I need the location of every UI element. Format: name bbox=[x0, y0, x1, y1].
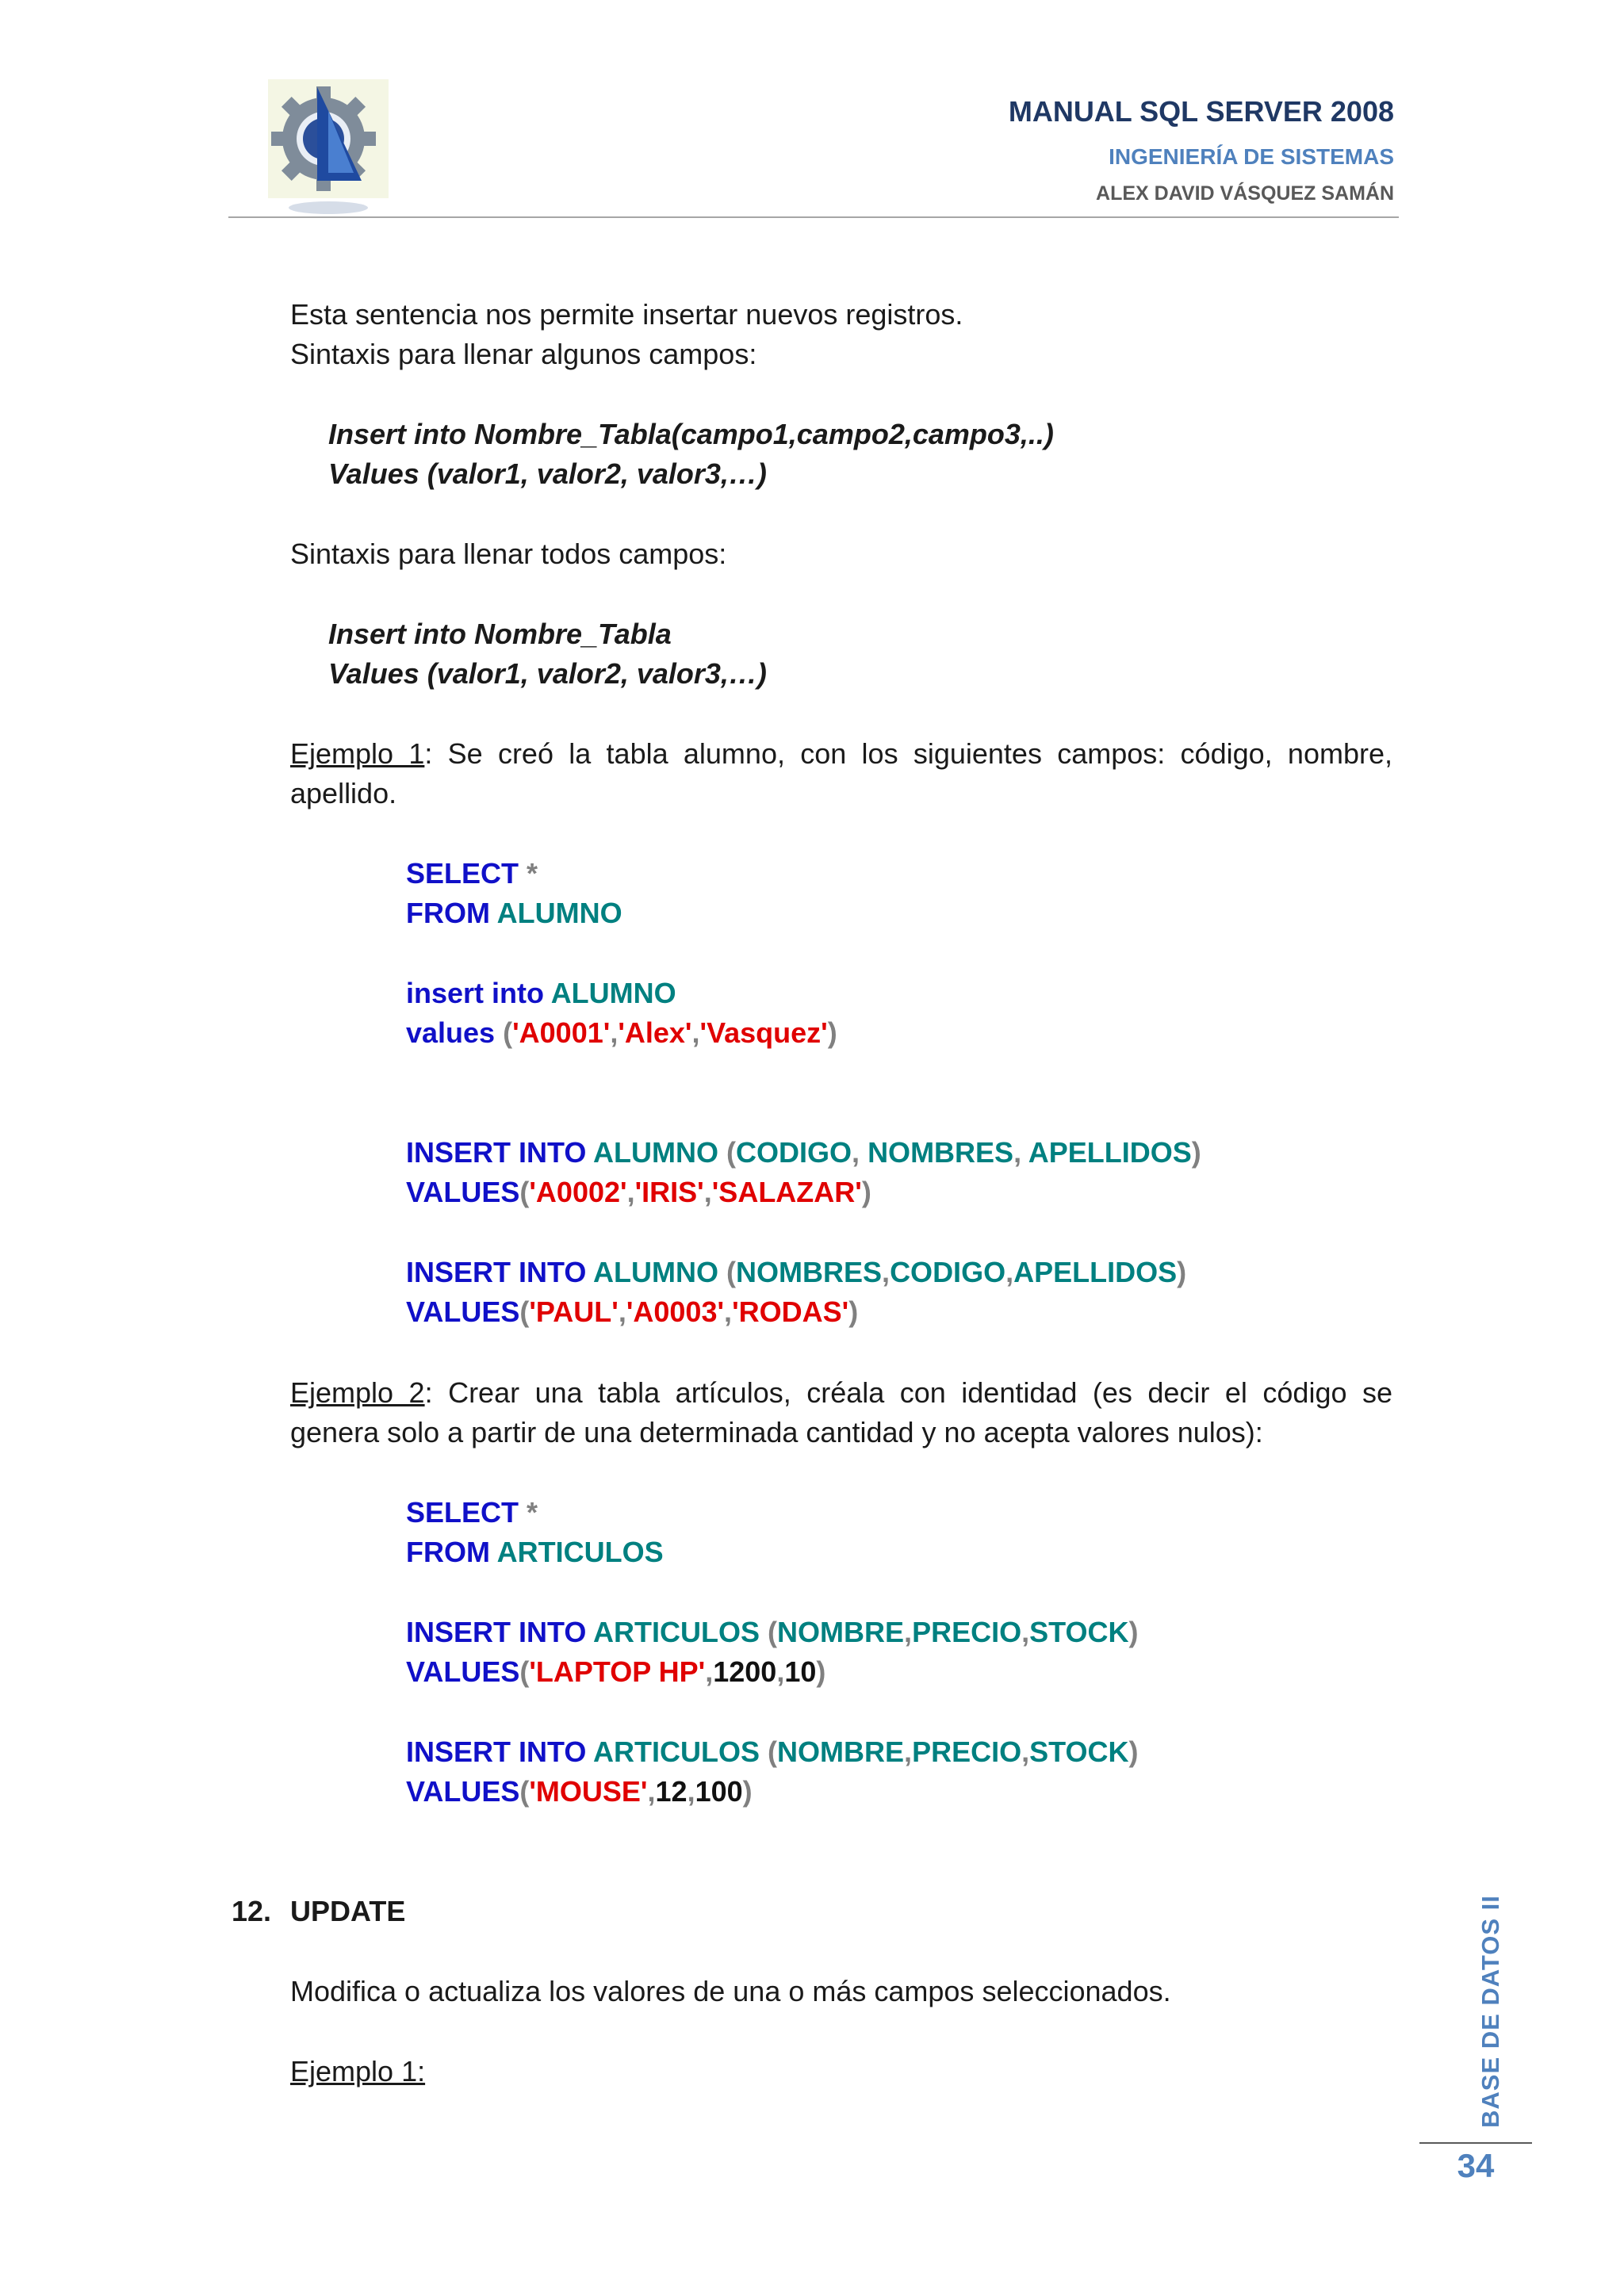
code-line bbox=[406, 977, 676, 1010]
code-identifier: ARTICULOS bbox=[593, 1616, 760, 1648]
code-line bbox=[406, 857, 538, 890]
code-keyword: SELECT bbox=[406, 857, 519, 890]
code-identifier: APELLIDOS bbox=[1013, 1256, 1178, 1288]
code-identifier: ALUMNO bbox=[593, 1136, 719, 1169]
code-line: VALUES('MOUSE',12,100) bbox=[406, 1775, 753, 1808]
code-identifier: ALUMNO bbox=[496, 897, 622, 929]
code-line: INSERT INTO ARTICULOS (NOMBRE,PRECIO,STOCK) bbox=[406, 1735, 1139, 1768]
example-3-label: Ejemplo 1: bbox=[290, 2055, 426, 2087]
code-line: INSERT INTO ALUMNO (NOMBRES,CODIGO,APELLIDOS) bbox=[406, 1256, 1187, 1288]
header-author: ALEX DAVID VÁSQUEZ SAMÁN bbox=[1096, 182, 1394, 205]
code-string: 'RODAS' bbox=[732, 1295, 849, 1328]
page-number: 34 bbox=[1457, 2147, 1495, 2184]
section-description: Modifica o actualiza los valores de una o más campos seleccionados. bbox=[290, 1975, 1171, 2007]
code-line: INSERT INTO ARTICULOS (NOMBRE,PRECIO,STOCK) bbox=[406, 1616, 1139, 1648]
footer-divider bbox=[1419, 2142, 1532, 2144]
code-identifier: NOMBRE bbox=[777, 1616, 905, 1648]
side-label: BASE DE DATOS II bbox=[1477, 1895, 1504, 2128]
syntax-all-line-2: Values (valor1, valor2, valor3,…) bbox=[328, 657, 767, 690]
code-line: VALUES('LAPTOP HP',1200,10) bbox=[406, 1655, 826, 1688]
code-identifier: NOMBRE bbox=[777, 1735, 905, 1768]
code-string: 'A0001' bbox=[512, 1016, 611, 1049]
code-number: 100 bbox=[695, 1775, 743, 1808]
code-keyword: VALUES bbox=[406, 1295, 520, 1328]
code-string: 'PAUL' bbox=[529, 1295, 619, 1328]
code-string: 'MOUSE' bbox=[529, 1775, 648, 1808]
syntax-some-label: Sintaxis para llenar algunos campos: bbox=[290, 338, 757, 370]
code-keyword: INSERT INTO bbox=[406, 1735, 587, 1768]
code-string: 'A0002' bbox=[529, 1176, 627, 1208]
code-line: VALUES('PAUL','A0003','RODAS') bbox=[406, 1295, 859, 1328]
code-string: 'LAPTOP HP' bbox=[529, 1655, 706, 1688]
code-number: 1200 bbox=[713, 1655, 777, 1688]
header-title: MANUAL SQL SERVER 2008 bbox=[1008, 95, 1394, 128]
code-keyword: SELECT bbox=[406, 1496, 519, 1529]
example-1-label: Ejemplo 1 bbox=[290, 737, 425, 770]
code-number: 10 bbox=[784, 1655, 817, 1688]
header-subtitle: INGENIERÍA DE SISTEMAS bbox=[1109, 144, 1394, 169]
code-string: 'Vasquez' bbox=[699, 1016, 828, 1049]
code-string: 'Alex' bbox=[618, 1016, 692, 1049]
syntax-all-line-1: Insert into Nombre_Tabla bbox=[328, 618, 672, 650]
code-identifier: PRECIO bbox=[912, 1616, 1022, 1648]
section-title: UPDATE bbox=[290, 1895, 406, 1927]
code-identifier: ALUMNO bbox=[550, 977, 676, 1009]
code-keyword: VALUES bbox=[406, 1775, 520, 1808]
code-line bbox=[406, 1496, 538, 1529]
code-keyword: VALUES bbox=[406, 1176, 520, 1208]
example-2-text: : Crear una tabla artículos, créala con identidad (es decir el código se bbox=[424, 1376, 1392, 1409]
syntax-some-line-1: Insert into Nombre_Tabla(campo1,campo2,campo3,..) bbox=[328, 418, 1054, 450]
code-operator: * bbox=[527, 1496, 538, 1529]
code-line: INSERT INTO ALUMNO (CODIGO, NOMBRES, APELLIDOS) bbox=[406, 1136, 1201, 1169]
code-identifier: ARTICULOS bbox=[593, 1735, 760, 1768]
example-1-text-cont: apellido. bbox=[290, 777, 397, 809]
code-identifier: NOMBRES bbox=[736, 1256, 883, 1288]
syntax-some-line-2: Values (valor1, valor2, valor3,…) bbox=[328, 457, 767, 490]
code-identifier: ALUMNO bbox=[593, 1256, 719, 1288]
code-keyword: INSERT INTO bbox=[406, 1256, 587, 1288]
code-identifier: STOCK bbox=[1029, 1735, 1129, 1768]
code-identifier: ARTICULOS bbox=[496, 1536, 664, 1568]
code-line: values ('A0001','Alex','Vasquez') bbox=[406, 1016, 837, 1049]
code-operator: * bbox=[527, 857, 538, 890]
code-keyword: FROM bbox=[406, 897, 490, 929]
code-line: VALUES('A0002','IRIS','SALAZAR') bbox=[406, 1176, 871, 1208]
code-string: 'SALAZAR' bbox=[711, 1176, 862, 1208]
code-keyword: FROM bbox=[406, 1536, 490, 1568]
intro-text: Esta sentencia nos permite insertar nuevos registros. bbox=[290, 298, 963, 331]
code-keyword: VALUES bbox=[406, 1655, 520, 1688]
code-line bbox=[406, 1536, 664, 1569]
code-identifier: CODIGO bbox=[736, 1136, 852, 1169]
code-identifier: PRECIO bbox=[912, 1735, 1022, 1768]
code-identifier: NOMBRES bbox=[868, 1136, 1014, 1169]
code-identifier: CODIGO bbox=[890, 1256, 1006, 1288]
code-number: 12 bbox=[655, 1775, 688, 1808]
header-divider bbox=[228, 216, 1399, 218]
example-2-text-cont: genera solo a partir de una determinada cantidad y no acepta valores nulos): bbox=[290, 1416, 1263, 1448]
code-identifier: STOCK bbox=[1029, 1616, 1129, 1648]
example-2-paragraph bbox=[290, 1376, 1392, 1410]
code-keyword: insert into bbox=[406, 977, 545, 1009]
code-keyword: INSERT INTO bbox=[406, 1616, 587, 1648]
code-line bbox=[406, 897, 622, 930]
section-number: 12. bbox=[232, 1895, 272, 1927]
example-1-text: : Se creó la tabla alumno, con los siguientes campos: código, nombre, bbox=[424, 737, 1392, 770]
example-1-paragraph bbox=[290, 737, 1392, 771]
university-logo-icon bbox=[268, 79, 389, 222]
code-string: 'A0003' bbox=[626, 1295, 725, 1328]
code-keyword: INSERT INTO bbox=[406, 1136, 587, 1169]
code-keyword: values bbox=[406, 1016, 496, 1049]
code-string: 'IRIS' bbox=[634, 1176, 704, 1208]
code-identifier: APELLIDOS bbox=[1028, 1136, 1192, 1169]
syntax-all-label: Sintaxis para llenar todos campos: bbox=[290, 538, 727, 570]
example-2-label: Ejemplo 2 bbox=[290, 1376, 425, 1409]
